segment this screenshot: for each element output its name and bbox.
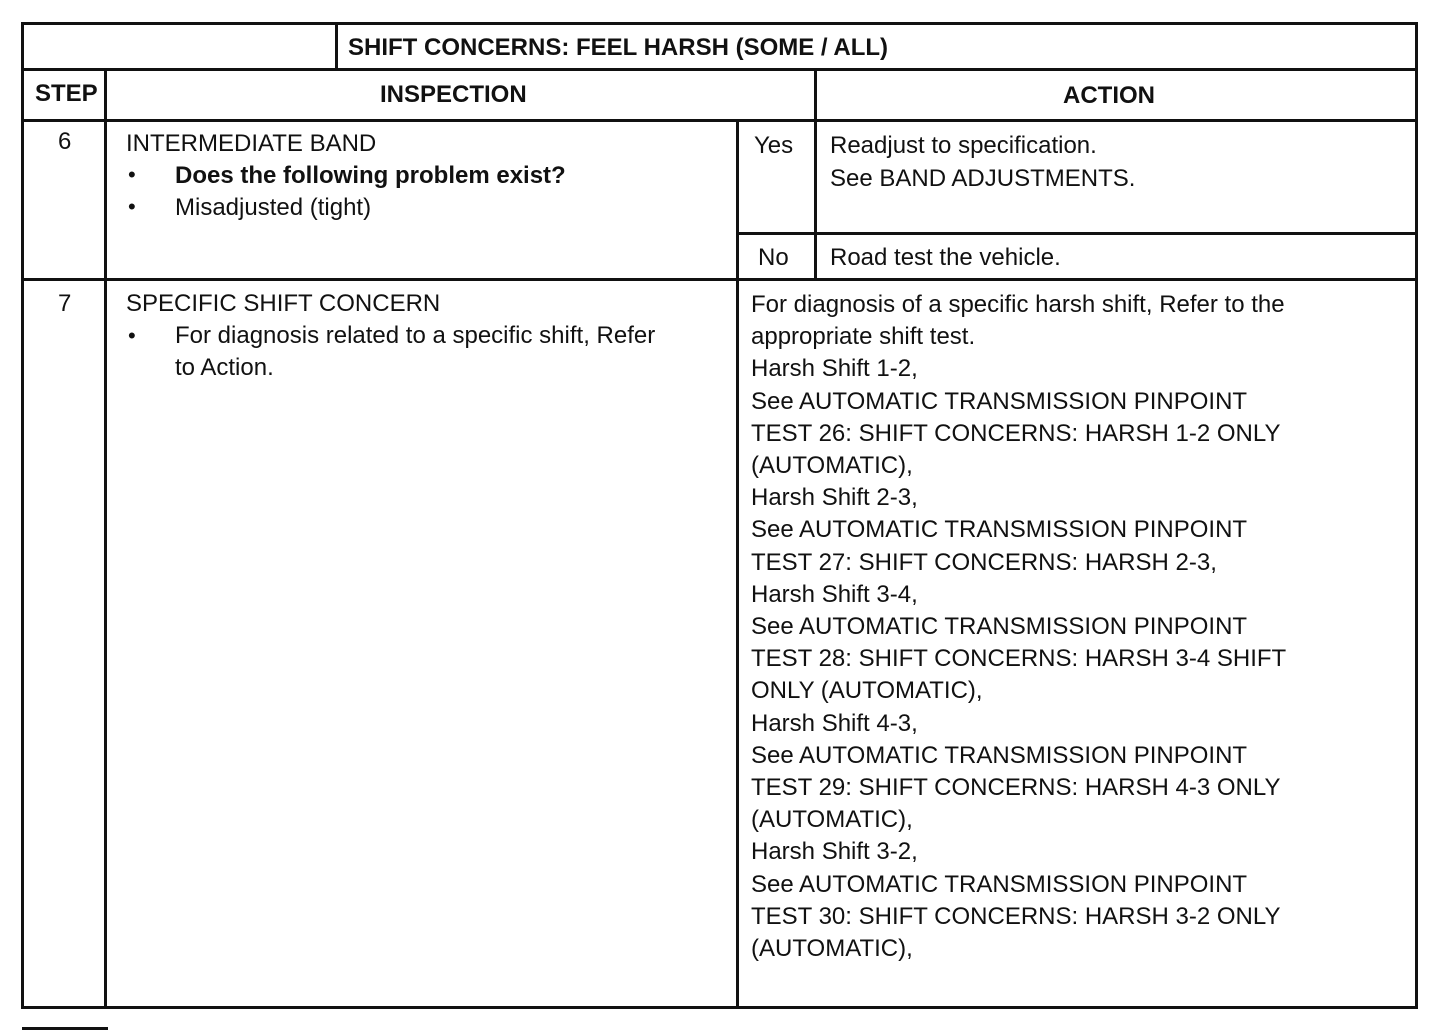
inspection-bullet: Misadjusted (tight) [175, 194, 372, 221]
header-inspection: INSPECTION [380, 81, 527, 108]
action-text-block [751, 289, 1391, 965]
inspection-question: Does the following problem exist? [175, 162, 566, 189]
action-line: TEST 28: SHIFT CONCERNS: HARSH 3-4 SHIFT [751, 645, 1287, 673]
no-action: Road test the vehicle. [830, 244, 1061, 271]
bullet-icon: • [128, 194, 136, 219]
rule-title-bottom [21, 68, 1418, 71]
action-line: TEST 26: SHIFT CONCERNS: HARSH 1-2 ONLY [751, 419, 1281, 447]
bullet-icon: • [128, 162, 136, 187]
rule-inspection-yesno [736, 120, 739, 1007]
rule-row6-split [737, 232, 1418, 235]
yes-label: Yes [754, 132, 794, 159]
table-title: SHIFT CONCERNS: FEEL HARSH (SOME / ALL) [348, 34, 888, 61]
inspection-bullet: to Action. [175, 354, 274, 381]
rule-action-header [814, 70, 817, 121]
header-step: STEP [35, 80, 98, 107]
action-line: TEST 29: SHIFT CONCERNS: HARSH 4-3 ONLY [751, 774, 1281, 802]
yes-action-line: Readjust to specification. [830, 132, 1097, 159]
action-line: ONLY (AUTOMATIC), [751, 677, 983, 705]
action-line: Harsh Shift 3-4, [751, 580, 918, 608]
footer-rule [22, 1027, 108, 1030]
no-label: No [758, 244, 789, 271]
action-line: Harsh Shift 1-2, [751, 355, 918, 383]
header-action: ACTION [1063, 82, 1155, 109]
action-line: Harsh Shift 3-2, [751, 838, 918, 866]
yes-action-line: See BAND ADJUSTMENTS. [830, 165, 1136, 192]
action-line: (AUTOMATIC), [751, 806, 913, 834]
action-line: Harsh Shift 2-3, [751, 484, 918, 512]
inspection-bullet: For diagnosis related to a specific shift, Refer [175, 322, 656, 349]
action-line: (AUTOMATIC), [751, 935, 913, 963]
action-line: TEST 27: SHIFT CONCERNS: HARSH 2-3, [751, 548, 1217, 576]
step-number: 6 [58, 128, 72, 155]
rule-row6-bottom [21, 278, 1418, 281]
action-line: (AUTOMATIC), [751, 452, 913, 480]
action-line: See AUTOMATIC TRANSMISSION PINPOINT [751, 387, 1248, 415]
rule-title-left-cell [335, 22, 338, 70]
action-line: See AUTOMATIC TRANSMISSION PINPOINT [751, 741, 1248, 769]
inspection-title: INTERMEDIATE BAND [126, 130, 377, 157]
action-line: Harsh Shift 4-3, [751, 709, 918, 737]
action-line: See AUTOMATIC TRANSMISSION PINPOINT [751, 613, 1248, 641]
rule-yesno-action [814, 120, 817, 280]
inspection-title: SPECIFIC SHIFT CONCERN [126, 290, 441, 317]
bullet-icon: • [128, 323, 136, 348]
rule-step-column [104, 70, 107, 1008]
action-line: For diagnosis of a specific harsh shift, Refer to the [751, 291, 1285, 318]
rule-header-bottom [21, 119, 1418, 122]
action-line: See AUTOMATIC TRANSMISSION PINPOINT [751, 516, 1248, 544]
action-line: See AUTOMATIC TRANSMISSION PINPOINT [751, 870, 1248, 898]
step-number: 7 [58, 290, 72, 317]
action-line: TEST 30: SHIFT CONCERNS: HARSH 3-2 ONLY [751, 902, 1281, 930]
action-line: appropriate shift test. [751, 323, 976, 351]
